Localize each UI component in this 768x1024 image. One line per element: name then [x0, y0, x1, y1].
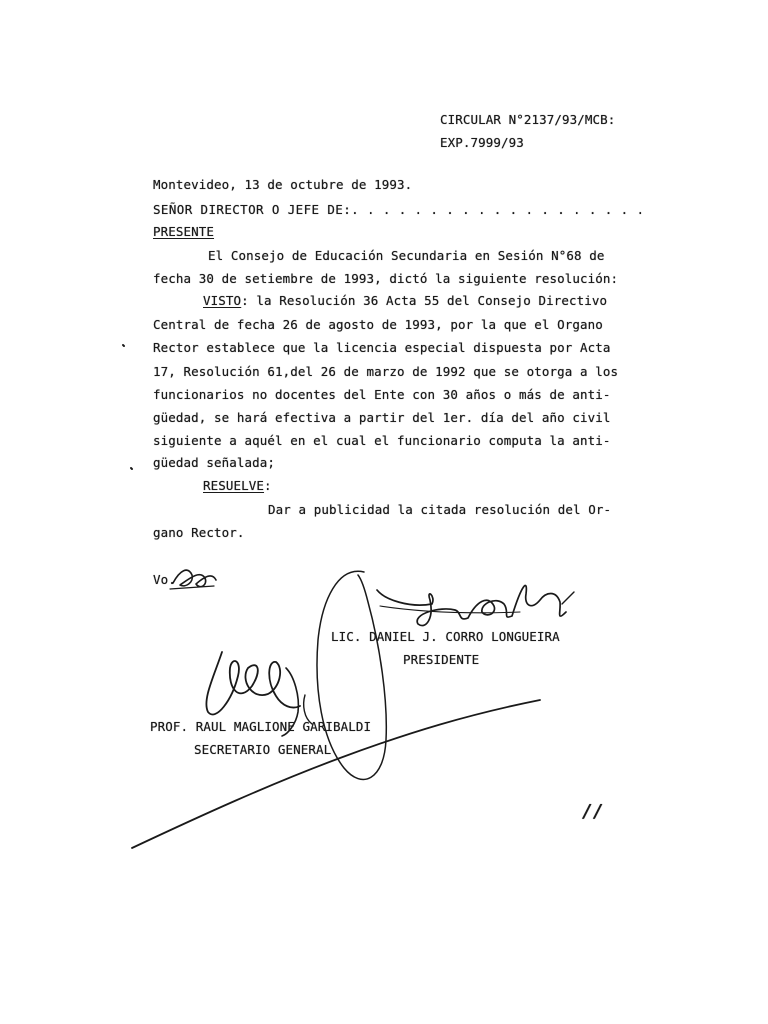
body-line: güedad señalada; [153, 455, 276, 470]
date-line: Montevideo, 13 de octubre de 1993. [153, 177, 413, 192]
body-line: Dar a publicidad la citada resolución del Or- [268, 502, 612, 517]
president-signature [377, 585, 566, 625]
body-line: 17, Resolución 61,del 26 de marzo de 1992 que se otorga a los [153, 364, 619, 379]
secretary-name: PROF. RAUL MAGLIONE GARIBALDI [150, 719, 372, 734]
visto-line [203, 293, 607, 309]
resuelve-label: RESUELVE [203, 478, 265, 493]
body-line: gano Rector. [153, 525, 245, 540]
presente-heading: PRESENTE [153, 224, 215, 239]
visto-label: VISTO [203, 293, 242, 308]
vobo-label: Vo. [153, 572, 176, 587]
president-name: LIC. DANIEL J. CORRO LONGUEIRA [331, 629, 560, 644]
body-line: güedad, se hará efectiva a partir del 1er. día del año civil [153, 410, 611, 425]
body-line: El Consejo de Educación Secundaria en Sesión N°68 de [208, 248, 605, 263]
president-title: PRESIDENTE [403, 652, 480, 667]
body-line: fecha 30 de setiembre de 1993, dictó la siguiente resolución: [153, 271, 619, 286]
body-line: funcionarios no docentes del Ente con 30 años o más de anti- [153, 387, 611, 402]
body-line: Central de fecha 26 de agosto de 1993, por la que el Organo [153, 317, 603, 332]
addressee-line: SEÑOR DIRECTOR O JEFE DE:. . . . . . . . . . . . . . . . . . . [153, 202, 645, 217]
secretary-title: SECRETARIO GENERAL [194, 742, 332, 757]
closing-mark: // [582, 801, 604, 822]
vobo-initials-signature [173, 570, 216, 587]
body-line: Rector establece que la licencia especial dispuesta por Acta [153, 340, 611, 355]
expediente-number: EXP.7999/93 [440, 135, 524, 150]
circular-number: CIRCULAR N°2137/93/MCB: [440, 112, 616, 127]
resuelve-line [203, 478, 272, 494]
visto-text: : la Resolución 36 Acta 55 del Consejo Directivo [241, 293, 608, 308]
resuelve-colon: : [264, 478, 272, 493]
body-line: siguiente a aquél en el cual el funcionario computa la anti- [153, 433, 611, 448]
secretary-signature [206, 652, 300, 714]
